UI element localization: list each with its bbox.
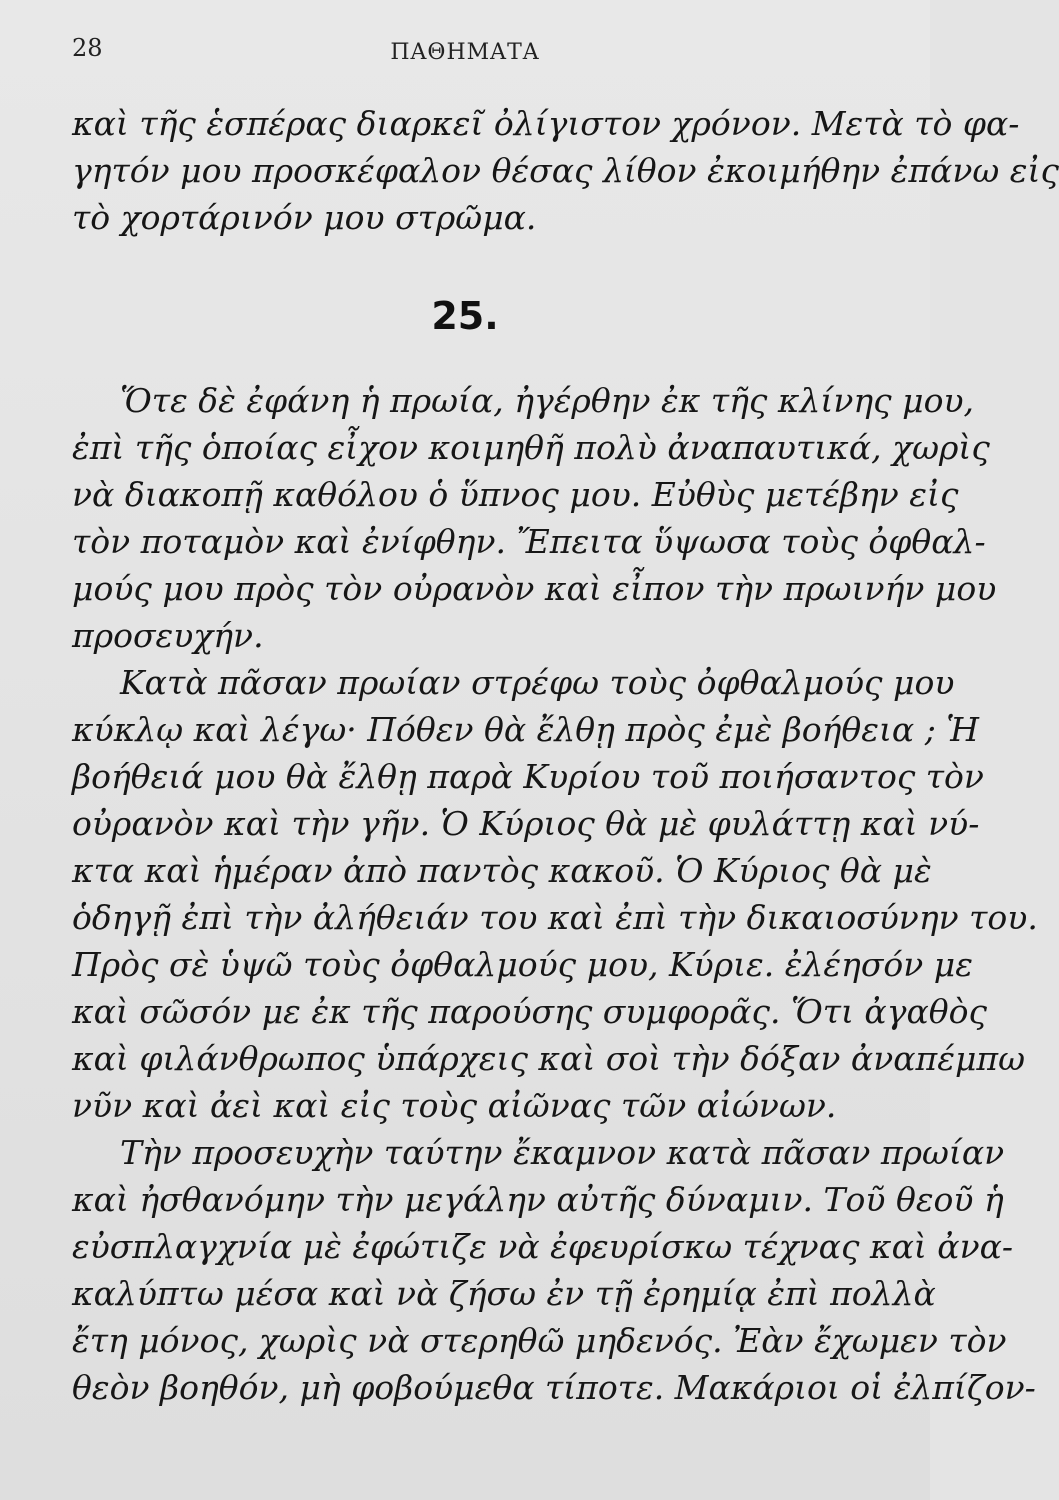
text-line: τὸν ποταμὸν καὶ ἐνίφθην. Ἔπειτα ὕψωσα τοὺς ὀφθαλ- (72, 522, 986, 561)
text-line: καὶ σῶσόν με ἐκ τῆς παρούσης συμφορᾶς. Ὅτι ἀγαθὸς (72, 992, 987, 1031)
text-line: νὰ διακοπῇ καθόλου ὁ ὕπνος μου. Εὐθὺς μετέβην εἰς (72, 475, 959, 514)
paragraph (72, 659, 1038, 1129)
text-line: ἐπὶ τῆς ὁποίας εἶχον κοιμηθῆ πολὺ ἀναπαυτικά, χωρὶς (72, 428, 990, 467)
text-line: μούς μου πρὸς τὸν οὐρανὸν καὶ εἶπον τὴν πρωινήν μου (72, 569, 997, 608)
text-line: Κατὰ πᾶσαν πρωίαν στρέφω τοὺς ὀφθαλμούς μου (120, 663, 955, 702)
paragraph (72, 377, 997, 659)
text-line: νῦν καὶ ἀεὶ καὶ εἰς τοὺς αἰῶνας τῶν αἰώνων. (72, 1086, 837, 1125)
text-line: βοήθειά μου θὰ ἔλθῃ παρὰ Κυρίου τοῦ ποιήσαντος τὸν (72, 757, 984, 796)
chapter-body (72, 377, 1038, 1411)
text-line: ὁδηγῇ ἐπὶ τὴν ἀλήθειάν του καὶ ἐπὶ τὴν δικαιοσύνην του. (72, 898, 1038, 937)
paragraph (72, 1129, 1036, 1411)
text-line: ἔτη μόνος, χωρὶς νὰ στερηθῶ μηδενός. Ἐὰν ἔχωμεν τὸν (72, 1321, 1007, 1360)
text-line: εὐσπλαγχνία μὲ ἐφώτιζε νὰ ἐφευρίσκω τέχνας καὶ ἀνα- (72, 1227, 1014, 1266)
text-line: καὶ τῆς ἑσπέρας διαρκεῖ ὀλίγιστον χρόνον. Μετὰ τὸ φα- (72, 104, 1020, 143)
text-line: Ὅτε δὲ ἐφάνη ἡ πρωία, ἠγέρθην ἐκ τῆς κλίνης μου, (120, 381, 975, 420)
text-line: κτα καὶ ἡμέραν ἀπὸ παντὸς κακοῦ. Ὁ Κύριος θὰ μὲ (72, 851, 932, 890)
text-line: θεὸν βοηθόν, μὴ φοβούμεθα τίποτε. Μακάριοι οἱ ἐλπίζον- (72, 1368, 1036, 1407)
text-line: οὐρανὸν καὶ τὴν γῆν. Ὁ Κύριος θὰ μὲ φυλάττῃ καὶ νύ- (72, 804, 980, 843)
chapter-number: 25. (431, 294, 499, 338)
running-title: ΠΑΘΗΜΑΤΑ (390, 40, 540, 65)
page-number: 28 (72, 34, 103, 62)
text-line: τὸ χορτάρινόν μου στρῶμα. (72, 198, 537, 237)
text-line: καὶ φιλάνθρωπος ὑπάρχεις καὶ σοὶ τὴν δόξαν ἀναπέμπω (72, 1039, 1025, 1078)
text-line: Τὴν προσευχὴν ταύτην ἔκαμνον κατὰ πᾶσαν πρωίαν (120, 1133, 1005, 1172)
text-line: Πρὸς σὲ ὑψῶ τοὺς ὀφθαλμούς μου, Κύριε. ἐλέησόν με (72, 945, 973, 984)
text-line: κύκλῳ καὶ λέγω· Πόθεν θὰ ἔλθῃ πρὸς ἐμὲ βοήθεια ; Ἡ (72, 710, 980, 749)
text-line: καὶ ἠσθανόμην τὴν μεγάλην αὐτῆς δύναμιν. Τοῦ θεοῦ ἡ (72, 1180, 1004, 1219)
text-line: προσευχήν. (72, 616, 264, 655)
continued-paragraph (72, 100, 1059, 241)
text-line: καλύπτω μέσα καὶ νὰ ζήσω ἐν τῇ ἐρημίᾳ ἐπὶ πολλὰ (72, 1274, 936, 1313)
text-line: γητόν μου προσκέφαλον θέσας λίθον ἐκοιμήθην ἐπάνω εἰς (72, 151, 1059, 190)
